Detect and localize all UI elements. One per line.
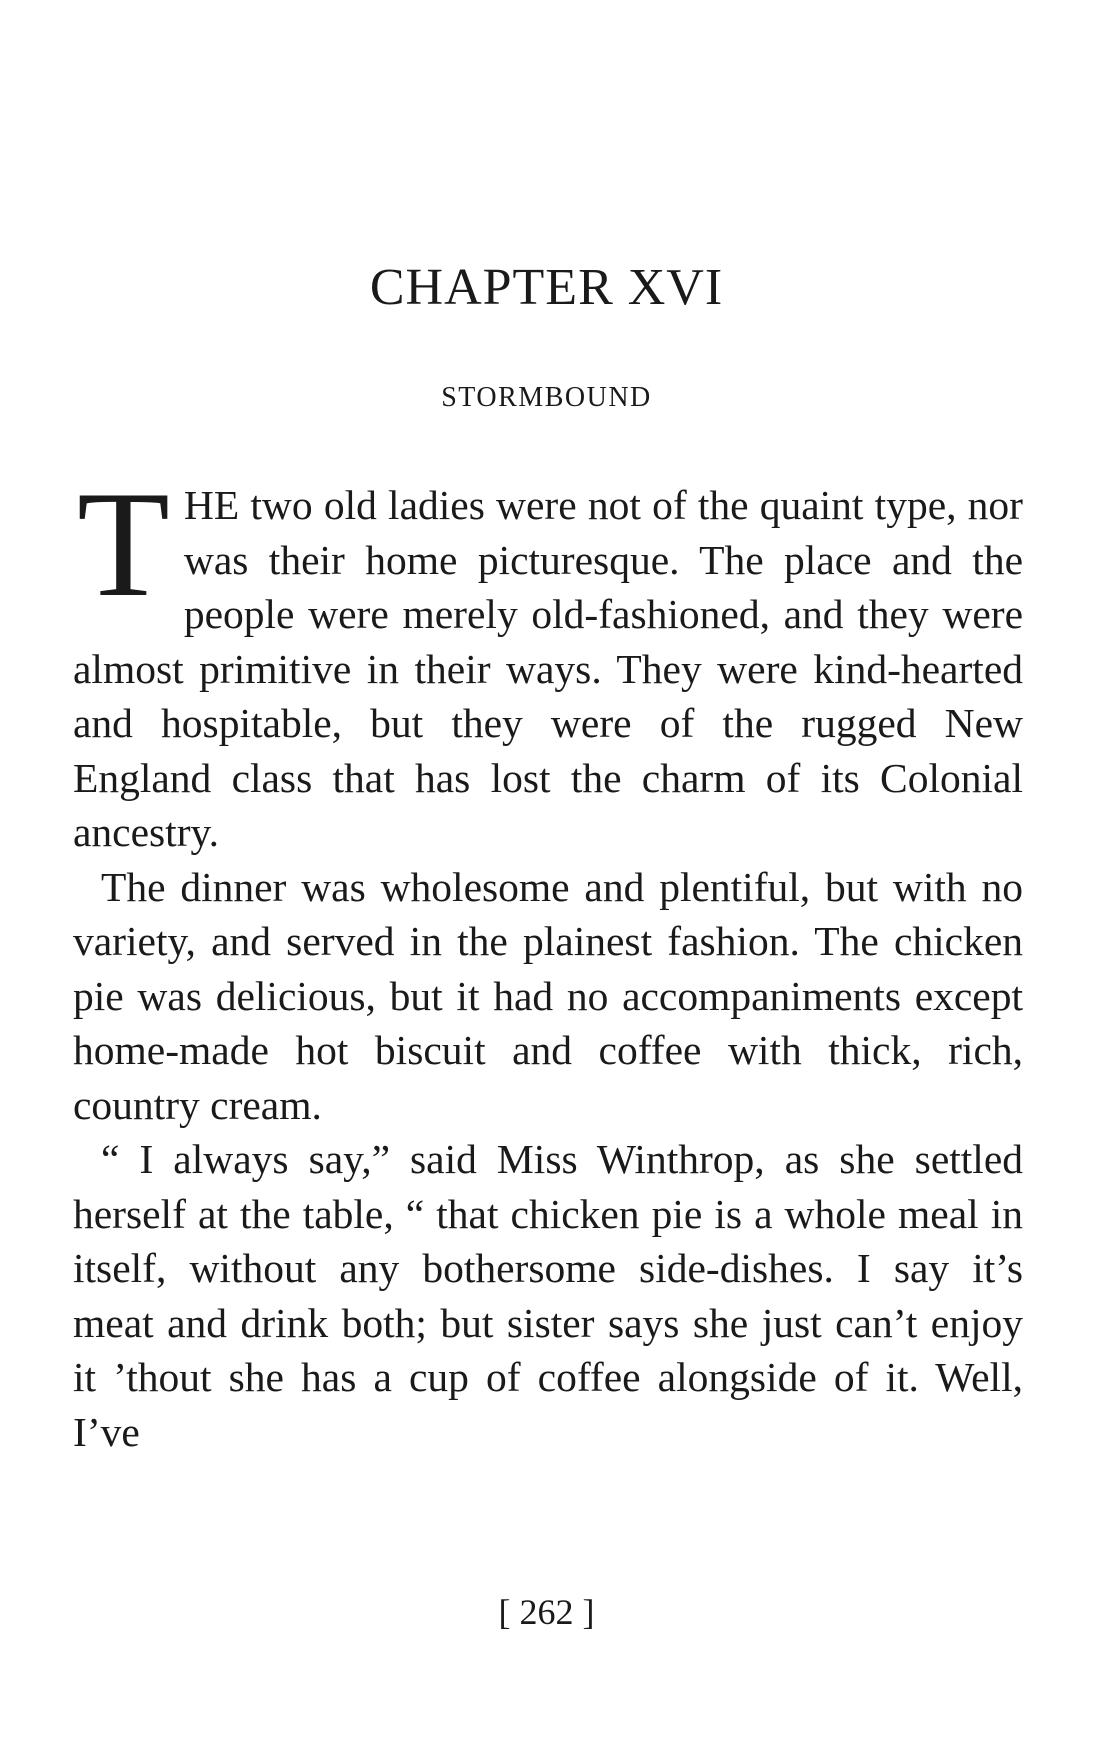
drop-cap: T xyxy=(77,460,170,628)
chapter-title: CHAPTER XVI xyxy=(369,259,724,316)
paragraph-1 xyxy=(73,460,1023,860)
paragraph-2: The dinner was wholesome and plentiful, but with no variety, and served in the plainest fashion. The chicken pie was delicious, but it had no accompaniments except home-made hot biscuit and coffee with thick, rich, country cream. xyxy=(73,863,1023,1128)
page-number: [ 262 ] xyxy=(498,1592,595,1632)
paragraph-3: “ I always say,” said Miss Winthrop, as she settled herself at the table, “ that chicken pie is a whole meal in itself, without any bothersome side-dishes. I say it’s meat and drink both; but sister says she just can’t enjoy it ’thout she has a cup of coffee alongside of it. Well, I’ve xyxy=(73,1136,1023,1455)
paragraph-1-text: HE two old ladies were not of the quaint type, nor was their home picturesque. The place and the people were merely old-fashioned, and they were almost primitive in their ways. They were kind-hearted and hospitable, but they were of the rugged New England class that has lost the charm of its Colonial ancestry. xyxy=(73,482,1023,855)
body-text xyxy=(73,460,1023,1459)
chapter-subtitle: STORMBOUND xyxy=(441,382,652,413)
